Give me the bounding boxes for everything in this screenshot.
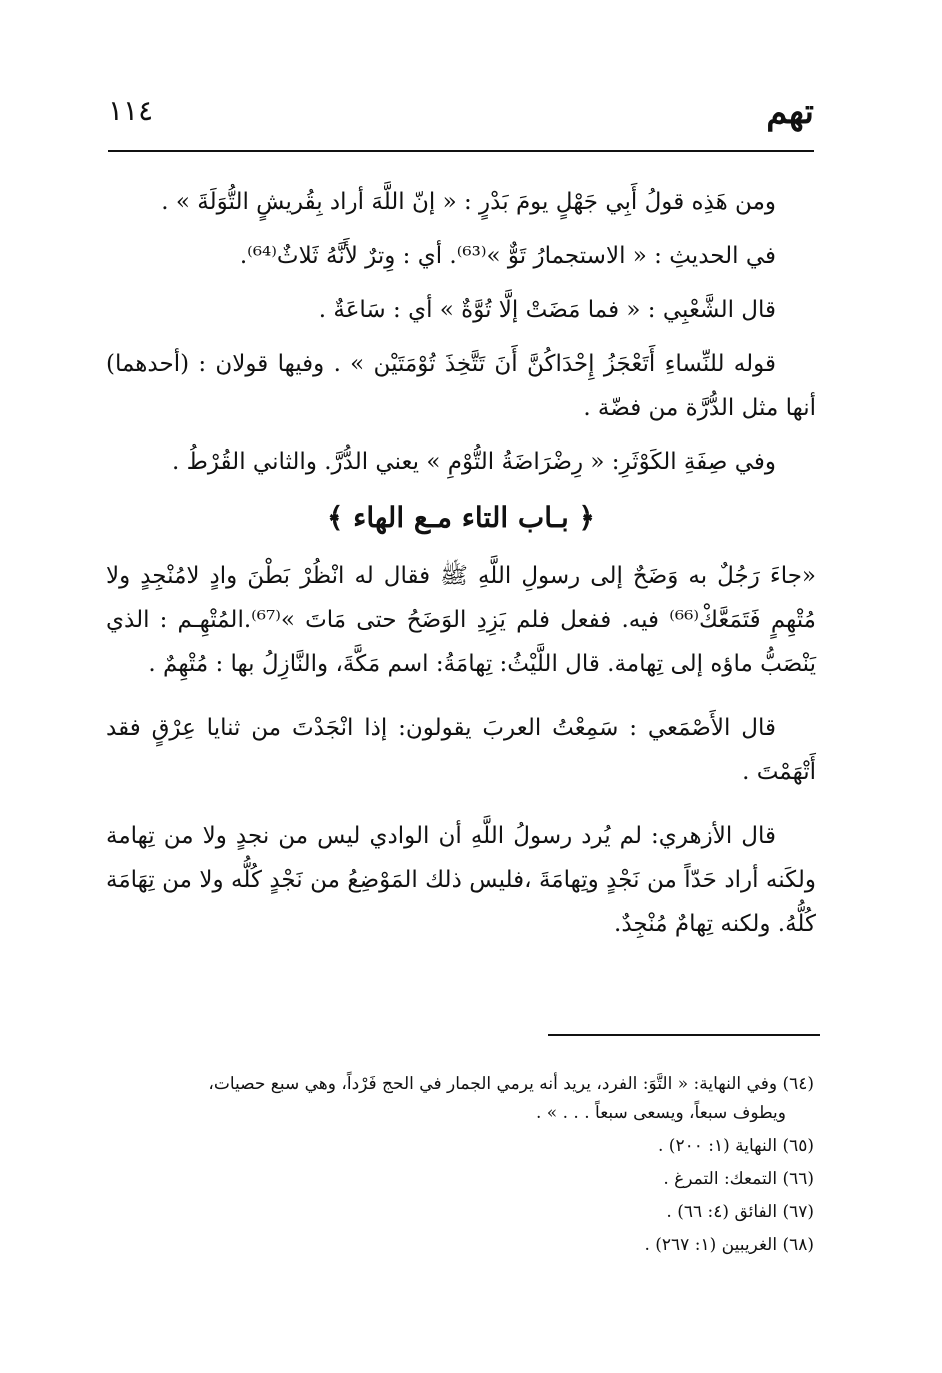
footnote-65: (٦٥) النهاية (١: ٢٠٠) . — [657, 1136, 814, 1156]
footnote-66: (٦٦) التمعك: التمرغ . — [663, 1169, 814, 1189]
header-divider — [108, 150, 814, 152]
paragraph-kawthar: وفي صِفَةِ الكَوْثَرِ: « رِضْرَاضَةُ التُّوْمِ » يعني الدُّرَّ. والثاني القُرْطُ . — [171, 449, 776, 475]
paragraph-hadith-istijmar: في الحديثِ : « الاستجمارُ تَوٌّ »⁽⁶³⁾. أي : وِترٌ لأَنَّهُ ثَلاثٌ⁽⁶⁴⁾. — [239, 243, 776, 269]
footnote-text: (٦٤) وفي النهاية: « التَّوَ: الفرد، يريد أنه يرمي الجمار في الحج فَرْداً، وهي سبع حصيات، — [208, 1074, 814, 1094]
footnote-68: (٦٨) الغريبين (١: ٢٦٧) . — [644, 1235, 814, 1255]
footnotes — [108, 1070, 814, 1264]
page-number: ١١٤ — [108, 94, 154, 127]
footnote-67: (٦٧) الفائق (٤: ٦٦) . — [666, 1202, 814, 1222]
running-title: تهم — [766, 92, 814, 132]
paragraph-azhari: قال الأزهري: لم يُرد رسولُ اللَّهِ أن الوادي ليس من نجدٍ ولا من تِهامة ولكَنه أراد حَدّاً من نَجْدٍ وتِهامَةَ ،فليس ذلك المَوْضِعُ من نَجْدٍ كُلُّه ولا من تِهَامَة كُلُّهُ. ولكنه تِهامٌ مُنْجِدٌ. — [106, 823, 816, 937]
paragraph-abu-jahl: ومن هَذِه قولُ أَبِي جَهْلٍ يومَ بَدْرٍ : « إنّ اللَّهَ أراد بِقُريشٍ التُّوَلَةَ » . — [161, 189, 776, 215]
footnote-64 — [108, 1070, 814, 1128]
paragraph-tumatayn: قوله للنِّساءِ أَتَعْجَزُ إِحْدَاكُنَّ أَنَ تَتَّخِذَ تُوْمَتَيْن » . وفيها قولان : (أحدهما) أنها مثل الدُّرَّة من فضّة . — [106, 351, 816, 421]
footnote-continuation: ويطوف سبعاً، ويسعى سبعاً . . . » . — [535, 1103, 786, 1123]
section-heading: ﴿ بـاب التاء مـع الهاء ﴾ — [327, 501, 595, 534]
main-text — [106, 180, 816, 956]
footnote-divider — [548, 1034, 820, 1036]
paragraph-hadith-wadah: «جاءَ رَجُلٌ به وَضَحٌ إلى رسولِ اللَّهِ ﷺ فقال له انْظُرْ بَطْنَ وادٍ لامُنْجِدٍ ولا مُتْهِمٍ فَتَمَعَّكْ⁽⁶⁶⁾ فيه. ففعل فلم يَزِدِ الوَضَحُ حتى مَاتَ »⁽⁶⁷⁾.المُتْهِـم : الذي يَنْصَبُّ ماؤه إلى تِهامة. قال اللَّيْثُ: تِهامَةُ: اسم مَكَّةَ، والنَّازِلُ بها : مُتْهِمٌ . — [106, 563, 817, 677]
paragraph-shabi: قال الشَّعْبِي : « فما مَضَتْ إلَّا تُوَّةٌ » أي : سَاعَةٌ . — [318, 297, 776, 323]
paragraph-asmai: قال الأَصْمَعي : سَمِعْتُ العربَ يقولون: إذا انْجَدْتَ من ثنايا عِرْقٍ فقد أَتْهَمْتَ . — [106, 715, 816, 785]
page-header — [108, 92, 814, 142]
